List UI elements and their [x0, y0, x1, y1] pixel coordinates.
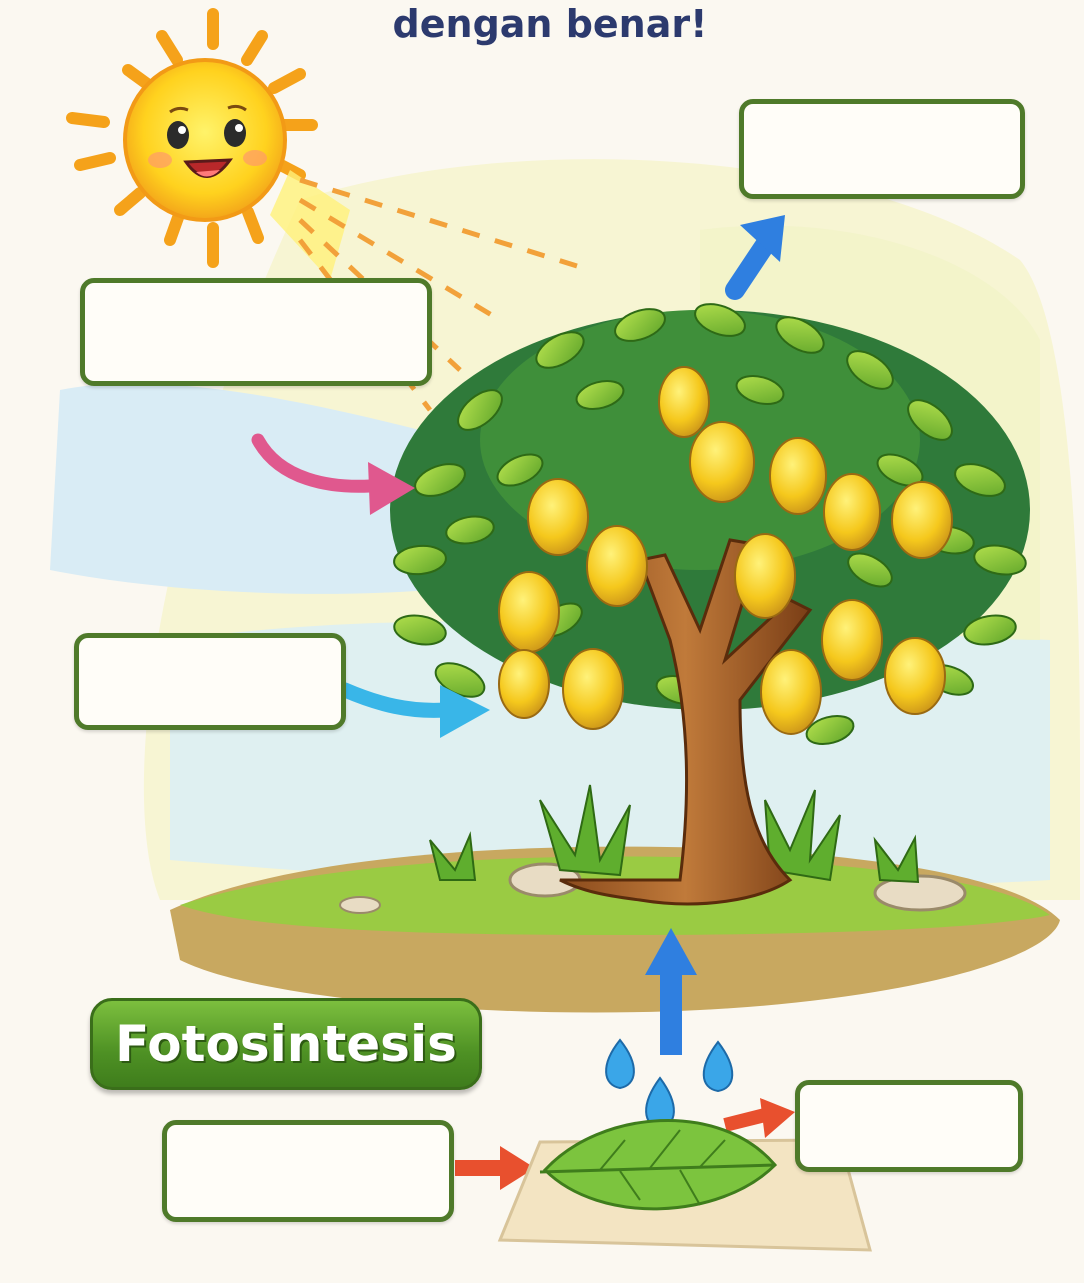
- instruction-heading: dengan benar!: [392, 2, 708, 46]
- sun-icon: [72, 14, 312, 262]
- arrow-red-right-icon: [725, 1098, 795, 1138]
- fotosintesis-banner: [90, 998, 482, 1090]
- answer-box-oxygen[interactable]: [739, 99, 1025, 199]
- answer-box-leaf-output[interactable]: [795, 1080, 1023, 1172]
- answer-box-leaf-input[interactable]: [162, 1120, 454, 1222]
- answer-box-sunlight[interactable]: [80, 278, 432, 386]
- answer-box-carbon-dioxide[interactable]: [74, 633, 346, 730]
- fotosintesis-label: Fotosintesis: [115, 1015, 457, 1073]
